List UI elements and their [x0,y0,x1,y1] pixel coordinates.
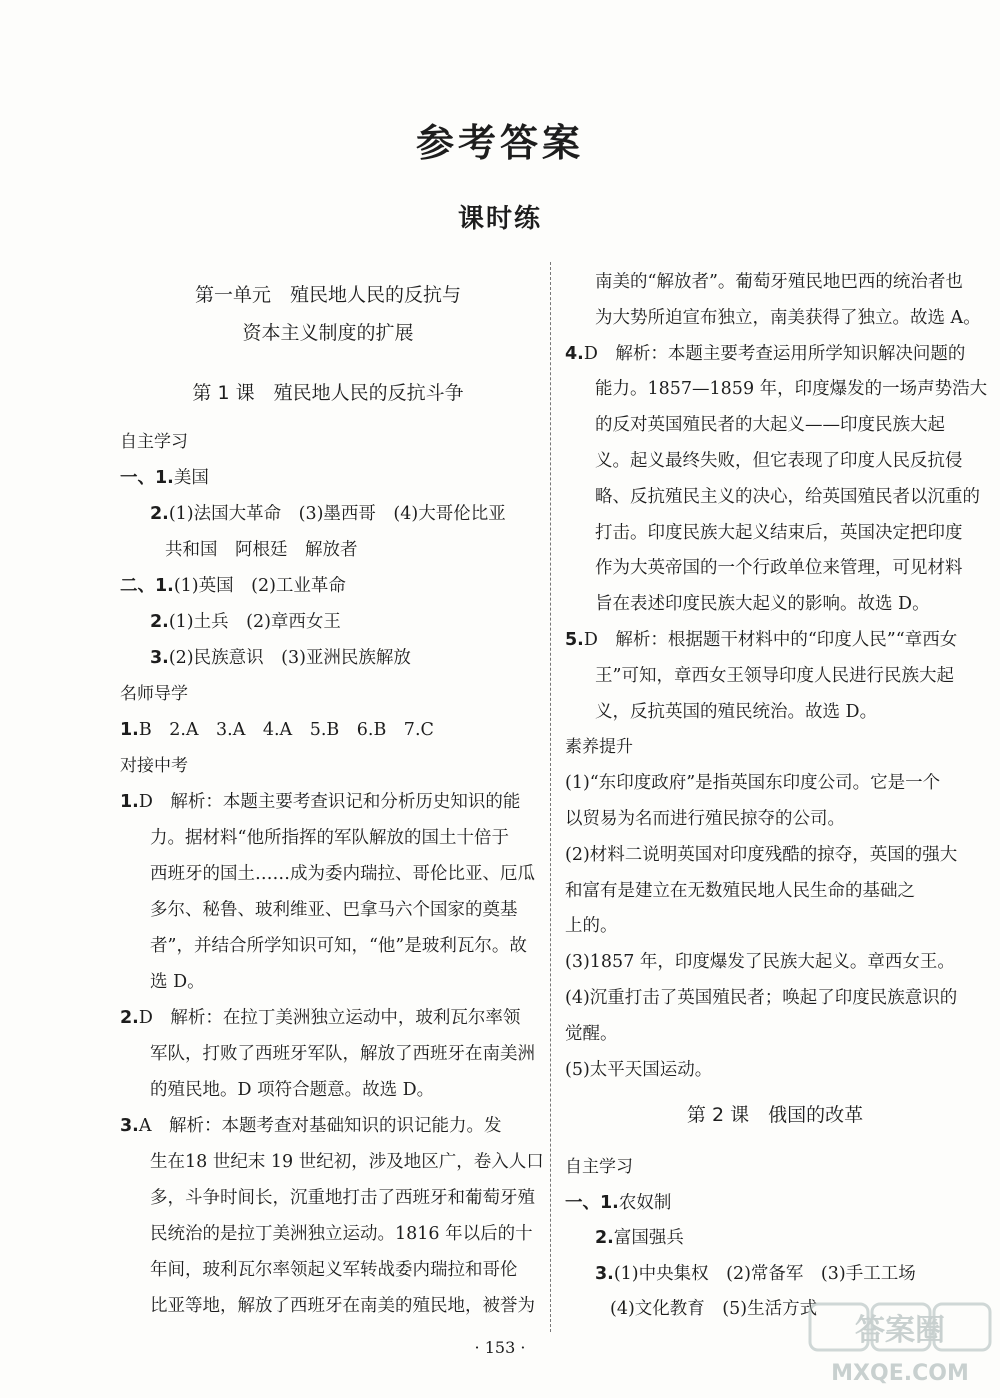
question-number: 4. [565,343,584,364]
answer-line [150,895,518,925]
answer-text: (1)英国 (2)工业革命 [173,576,346,596]
answer-text: 军队，打败了西班牙军队，解放了西班牙在南美洲 [150,1044,535,1064]
answer-text: 多尔、秘鲁、玻利维亚、巴拿马六个国家的奠基 [150,900,518,920]
answer-text: (4)沉重打击了英国殖民者；唤起了印度民族意识的 [565,988,958,1008]
answer-line [595,661,954,691]
unit-heading-line-1: 第一单元 殖民地人民的反抗与 [194,284,461,306]
question-number: 2. [595,1228,614,1248]
answer-text: 觉醒。 [565,1023,618,1044]
watermark-line-1: 答案圈 [855,1313,945,1348]
question-number: 2. [150,612,169,632]
answer-text: (2)材料二说明英国对印度残酷的掠夺，英国的强大 [565,844,958,865]
answer-line [150,1039,535,1069]
question-number: 1. [120,720,139,740]
answer-line [565,1188,671,1218]
answer-line [150,1183,535,1213]
answer-line [565,983,957,1013]
answer-text: 为大势所迫宣布独立，南美获得了独立。故选 A。 [595,307,981,328]
answer-text: 农奴制 [618,1192,672,1213]
answer-text: (3)1857 年，印度爆发了民族大起义。章西女王。 [565,952,955,973]
answer-line [120,571,346,601]
answer-text: D 解析：在拉丁美洲独立运动中，玻利瓦尔率领 [138,1008,521,1028]
answer-text: (4)文化教育 (5)生活方式 [610,1299,818,1319]
answer-line [595,446,963,476]
answer-text: 略、反抗殖民主义的决心，给英国殖民者以沉重的 [595,486,980,507]
answer-line [150,1075,434,1105]
section-heading [565,1152,633,1182]
answer-line [150,931,527,961]
section-heading [120,427,188,457]
question-number: 3. [120,1116,139,1136]
answer-line [595,697,877,727]
answer-text: 自主学习 [120,432,188,452]
watermark-logo [808,1300,992,1390]
section-heading [565,732,633,762]
section-heading [120,751,188,781]
answer-text: 西班牙的国土……成为委内瑞拉、哥伦比亚、厄瓜 [150,864,535,884]
answer-line [565,876,915,906]
answer-line [150,859,535,889]
answer-text: 民统治的是拉丁美洲独立运动。1816 年以后的十 [150,1224,533,1244]
answer-text: 自主学习 [565,1157,633,1177]
question-number: 2. [120,1008,139,1028]
answer-text: A 解析：本题考查对基础知识的识记能力。发 [138,1116,502,1136]
answer-text: 名师导学 [120,684,188,704]
answer-text: 南美的“解放者”。葡萄牙殖民地巴西的统治者也 [595,272,963,292]
section-heading [120,679,188,709]
answer-text: 上的。 [565,916,618,937]
answer-line [565,804,845,834]
answer-text: 以贸易为名而进行殖民掠夺的公司。 [565,809,845,829]
answer-text: 素养提升 [565,737,633,758]
question-number: 5. [565,630,584,650]
question-number: 一、1. [120,468,174,488]
answer-text: (1)中央集权 (2)常备军 (3)手工工场 [613,1263,916,1284]
answer-line [150,1219,533,1249]
answer-text: (1)法国大革命 (3)墨西哥 (4)大哥伦比亚 [168,504,506,524]
answer-line [150,1255,518,1285]
answer-line [565,1019,618,1049]
answer-text: 美国 [173,468,209,488]
answer-line [565,768,940,798]
answer-text: 作为大英帝国的一个行政单位来管理，可见材料 [595,558,963,579]
answer-line [150,1147,544,1177]
answer-text: (1)“东印度政府”是指英国东印度公司。它是一个 [565,773,941,794]
answer-text: 和富有是建立在无数殖民地人民生命的基础之 [565,880,915,901]
answer-line [595,1259,916,1289]
answer-line [150,967,205,997]
page-number: · 153 · [474,1338,526,1357]
right-column [565,0,988,1398]
answer-line [595,267,963,297]
answer-text: D 解析：本题主要考查运用所学知识解决问题的 [583,343,966,364]
answer-text: 多，斗争时间长，沉重地打击了西班牙和葡萄牙殖 [150,1188,535,1208]
answer-text: 旨在表述印度民族大起义的影响。故选 D。 [595,594,930,615]
answer-line [565,339,965,369]
answer-line [150,1291,535,1321]
answer-text: (2)民族意识 (3)亚洲民族解放 [168,648,411,668]
page-subtitle: 课时练 [457,204,542,234]
answer-line [565,911,618,941]
answer-line [150,499,506,529]
answer-line [595,374,987,404]
answer-line [595,518,963,548]
answer-line [565,625,957,655]
left-column [120,0,544,1398]
answer-line [150,823,509,853]
answer-line [595,589,930,619]
answer-line [120,715,434,745]
question-number: 3. [150,648,169,668]
answer-text: D 解析：根据题干材料中的“印度人民”“章西女 [583,630,958,650]
question-number: 一、1. [565,1192,619,1213]
answer-text: 打击。印度民族大起义结束后，英国决定把印度 [595,522,963,543]
answer-text: 富国强兵 [613,1228,684,1248]
answer-text: (1)土兵 (2)章西女王 [168,612,341,632]
answer-line [120,1003,520,1033]
answer-text: 选 D。 [150,972,205,992]
answer-text: B 2.A 3.A 4.A 5.B 6.B 7.C [138,720,434,740]
answer-text: 的反对英国殖民者的大起义——印度民族大起 [595,415,945,436]
answer-text: 力。据材料“他所指挥的军队解放的国土十倍于 [150,828,509,848]
answer-line [610,1294,817,1324]
answer-line [595,303,981,333]
answer-text: 义。起义最终失败，但它表现了印度人民反抗侵 [595,451,963,471]
answer-text: 义，反抗英国的殖民统治。故选 D。 [595,701,878,722]
answer-line [595,553,963,583]
answer-line [150,607,341,637]
answer-line [120,787,520,817]
answer-text: 共和国 阿根廷 解放者 [165,540,358,560]
answer-text: 年间，玻利瓦尔率领起义军转战委内瑞拉和哥伦 [150,1260,518,1280]
answer-text: D 解析：本题主要考查识记和分析历史知识的能 [138,792,521,812]
question-number: 3. [595,1263,614,1284]
answer-line [165,535,358,565]
answer-text: (5)太平天国运动。 [565,1059,713,1080]
answer-line [120,1111,501,1141]
question-number: 1. [120,792,139,812]
answer-text: 王”可知，章西女王领导印度人民进行民族大起 [595,665,954,686]
answer-text: 对接中考 [120,756,188,776]
answer-line [565,840,957,870]
answer-text: 的殖民地。D 项符合题意。故选 D。 [150,1080,435,1100]
answer-line [595,410,945,440]
answer-line [565,947,955,977]
question-number: 2. [150,504,169,524]
watermark-line-2: MXQE.COM [831,1361,969,1386]
answer-line [595,482,980,512]
answer-line [150,643,411,673]
question-number: 二、1. [120,576,174,596]
page-title: 参考答案 [415,121,584,165]
lesson-1-heading: 第 1 课 殖民地人民的反抗斗争 [192,382,464,404]
answer-line [120,463,209,493]
answer-line [595,1223,684,1253]
answer-text: 比亚等地，解放了西班牙在南美的殖民地，被誉为 [150,1296,535,1316]
unit-heading-line-2: 资本主义制度的扩展 [242,322,414,344]
answer-text: 能力。1857—1859 年，印度爆发的一场声势浩大 [595,379,988,400]
lesson-2-heading: 第 2 课 俄国的改革 [686,1104,864,1126]
answer-line [565,1055,712,1085]
column-divider [550,262,551,1332]
answer-text: 生在18 世纪末 19 世纪初，涉及地区广，卷入人口 [150,1152,544,1172]
answer-text: 者”，并结合所学知识可知，“他”是玻利瓦尔。故 [150,936,527,956]
